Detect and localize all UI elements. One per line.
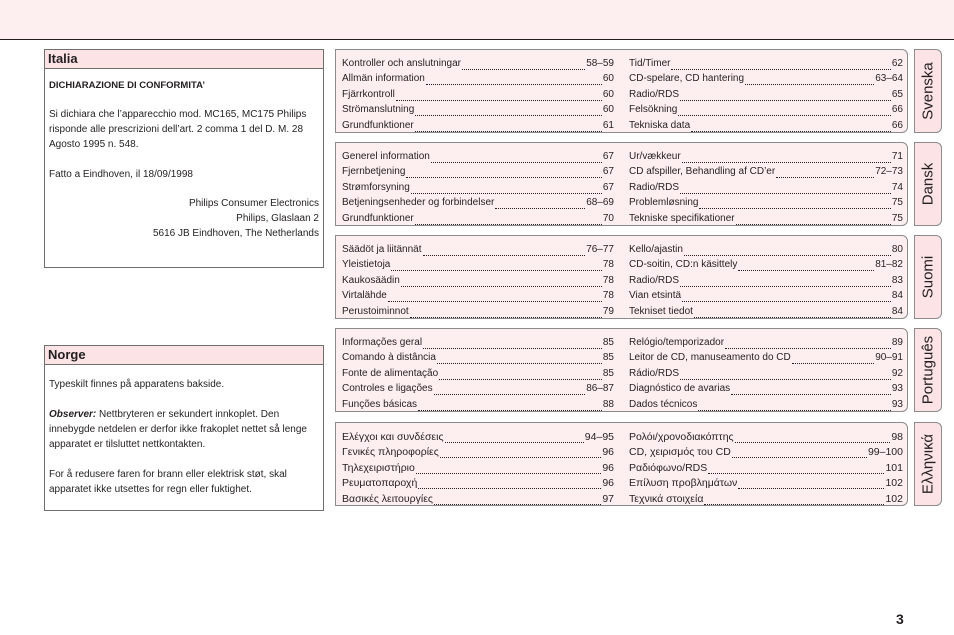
toc-entry[interactable] [629,85,903,101]
toc-block-ελληνικά [335,422,908,506]
toc-leader-dots [698,401,891,411]
norge-warning: For å redusere faren for brann eller elektrisk støt, skal apparatet ikke utsettes for regn eller fuktighet. [49,469,287,495]
toc-block-svenska [335,49,908,133]
toc-entry-page: 78 [602,274,614,286]
toc-entry-page: 92 [891,367,903,379]
italia-box [44,49,324,268]
toc-leader-dots [415,215,602,225]
toc-entry-label: Controles e ligações [342,383,433,394]
toc-leader-dots [671,60,890,70]
toc-entry-page: 85 [602,352,614,363]
toc-entry[interactable] [629,395,903,411]
toc-entry-label: Leitor de CD, manuseamento do CD [629,352,791,363]
toc-entry-label: Kaukosäädin [342,274,400,286]
toc-leader-dots [445,433,584,443]
toc-entry-page: 76–77 [586,243,614,255]
toc-entry-label: Ελέγχοι και συνδέσεις [342,430,444,443]
toc-entry[interactable] [629,70,903,86]
toc-leader-dots [418,401,602,411]
toc-column-left [342,427,614,505]
toc-entry-label: Radio/RDS [629,181,680,193]
toc-column-right [629,333,903,411]
toc-entry-label: Επίλυση προβλημάτων [629,477,738,489]
toc-entry[interactable] [342,101,614,117]
toc-entry-label: Radio/RDS [629,88,680,100]
toc-entry-label: CD-soitin, CD:n käsittely [629,259,738,270]
toc-entry-page: 85 [602,367,614,379]
toc-entry[interactable] [629,240,903,256]
toc-entry-page: 86–87 [586,383,614,394]
toc-entry[interactable] [342,302,614,318]
toc-column-left [342,147,614,225]
toc-entry-label: Grundfunktioner [342,119,414,131]
toc-entry[interactable] [629,54,903,70]
toc-entry[interactable] [629,147,903,163]
toc-entry-page: 75 [891,197,903,208]
toc-leader-dots [434,495,601,505]
toc-column-left [342,333,614,411]
toc-entry-page: 65 [891,88,903,100]
toc-leader-dots [416,464,601,474]
toc-entry-page: 71 [891,150,903,162]
toc-entry-page: 84 [891,305,903,317]
toc-entry-label: Informações geral [342,336,423,348]
toc-entry-page: 78 [602,259,614,270]
toc-entry-page: 81–82 [875,259,903,270]
toc-entry-label: Vian etsintä [629,290,682,301]
toc-entry-label: Strömanslutning [342,104,415,115]
toc-entry[interactable] [629,256,903,272]
toc-entry-label: Dados técnicos [629,398,698,410]
toc-leader-dots [792,354,874,364]
norge-heading: Norge [45,346,323,365]
toc-entry-label: CD-spelare, CD hantering [629,73,745,84]
toc-leader-dots [406,168,602,178]
toc-entry-page: 96 [602,446,614,458]
toc-entry-page: 93 [891,398,903,410]
observer-text: Nettbryteren er sekundert innkoplet. Den innebygde netdelen er derfor ikke frakoplet nettet så lenge apparatet er tilsluttet nettkontakten. [49,409,307,450]
toc-entry-page: 62 [891,57,903,69]
language-tab-label: Dansk [919,162,937,206]
toc-leader-dots [431,153,602,163]
toc-leader-dots [731,385,891,395]
toc-leader-dots [736,215,891,225]
toc-entry[interactable] [342,474,614,490]
toc-entry-page: 93 [891,383,903,394]
italia-address-line: 5616 JB Eindhoven, The Netherlands [152,228,319,239]
toc-column-right [629,240,903,318]
italia-title: DICHIARAZIONE DI CONFORMITA’ [49,80,206,91]
toc-block-dansk [335,142,908,226]
toc-entry[interactable] [342,54,614,70]
toc-entry-label: CD afspiller, Behandling af CD’er [629,166,776,177]
toc-entry[interactable] [629,287,903,303]
toc-leader-dots [704,495,884,505]
toc-entry-page: 60 [602,88,614,100]
toc-entry[interactable] [342,458,614,474]
toc-entry[interactable] [342,70,614,86]
observer-label: Observer: [49,409,97,420]
toc-entry-label: Kontroller och anslutningar [342,57,461,69]
norge-box [44,345,324,511]
toc-entry[interactable] [342,116,614,132]
toc-entry-label: Säädöt ja liitännät [342,243,422,255]
toc-entry-label: Kello/ajastin [629,243,683,255]
page-number: 3 [896,611,904,627]
toc-entry[interactable] [342,489,614,505]
toc-leader-dots [418,479,601,489]
toc-entry[interactable] [629,380,903,396]
toc-entry-label: Betjeningsenheder og forbindelser [342,197,495,208]
toc-entry-page: 75 [891,212,903,224]
toc-entry[interactable] [342,256,614,272]
language-tab-label: Suomi [919,255,937,299]
toc-leader-dots [440,448,602,458]
language-tab-ελληνικά[interactable] [914,422,942,506]
toc-leader-dots [684,246,891,256]
toc-entry-page: 96 [602,477,614,489]
toc-entry[interactable] [342,349,614,365]
toc-entry[interactable] [342,395,614,411]
norge-paragraph: Typeskilt finnes på apparatens bakside. [49,379,225,390]
toc-entry-page: 84 [891,290,903,301]
toc-leader-dots [415,122,602,132]
toc-entry-label: Grundfunktioner [342,212,414,224]
toc-entry-page: 79 [602,305,614,317]
toc-entry-label: Τηλεχειριστήριο [342,461,415,474]
toc-entry-page: 102 [885,477,903,489]
toc-leader-dots [680,277,891,287]
toc-entry[interactable] [629,194,903,210]
toc-entry-page: 98 [891,430,903,443]
language-tab-svenska[interactable] [914,49,942,133]
toc-entry-label: Fonte de alimentação [342,367,439,379]
toc-leader-dots [415,106,602,116]
toc-entry-label: Relógio/temporizador [629,336,725,348]
toc-entry-page: 61 [602,119,614,131]
toc-entry-page: 67 [602,181,614,193]
toc-leader-dots [691,122,891,132]
toc-leader-dots [776,168,874,178]
toc-entry[interactable] [629,474,903,490]
toc-leader-dots [426,75,602,85]
italia-address-line: Philips Consumer Electronics [188,198,319,209]
toc-leader-dots [391,261,602,271]
toc-entry-page: 94–95 [584,430,614,443]
toc-entry-page: 83 [891,274,903,286]
toc-leader-dots [396,91,602,101]
toc-entry[interactable] [629,427,903,443]
toc-entry-label: Virtalähde [342,290,387,301]
toc-entry[interactable] [342,163,614,179]
italia-address-line: Philips, Glaslaan 2 [236,213,319,224]
toc-leader-dots [738,479,884,489]
toc-entry[interactable] [342,333,614,349]
toc-entry-label: Rádio/RDS [629,367,680,379]
toc-entry-label: Tekniske specifikationer [629,212,735,224]
toc-entry-page: 88 [602,398,614,410]
toc-column-right [629,147,903,225]
toc-column-right [629,54,903,132]
toc-leader-dots [680,91,891,101]
toc-entry[interactable] [342,240,614,256]
toc-entry-page: 90–91 [875,352,903,363]
toc-entry-page: 80 [891,243,903,255]
language-tab-suomi[interactable] [914,235,942,319]
toc-entry-label: Tekniska data [629,119,691,131]
toc-entry[interactable] [629,209,903,225]
toc-entry-label: Γενικές πληροφορίες [342,446,439,458]
toc-entry[interactable] [342,194,614,210]
toc-entry[interactable] [342,85,614,101]
toc-entry-page: 63–64 [875,73,903,84]
toc-entry-label: Βασικές λειτουργίες [342,492,433,505]
toc-leader-dots [462,60,585,70]
toc-entry-page: 85 [602,336,614,348]
toc-entry-label: Ραδιόφωνο/RDS [629,461,708,474]
toc-entry-label: Fjärrkontroll [342,88,395,100]
toc-leader-dots [725,339,891,349]
toc-leader-dots [680,370,891,380]
toc-entry[interactable] [342,287,614,303]
toc-leader-dots [437,354,602,364]
toc-block-português [335,328,908,412]
toc-leader-dots [410,308,602,318]
toc-entry[interactable] [342,209,614,225]
toc-leader-dots [401,277,602,287]
toc-leader-dots [423,246,586,256]
toc-leader-dots [694,308,891,318]
toc-entry-page: 58–59 [586,57,614,69]
toc-entry-page: 101 [885,461,903,474]
toc-entry[interactable] [629,101,903,117]
language-tab-dansk[interactable] [914,142,942,226]
toc-entry[interactable] [629,489,903,505]
toc-entry-page: 97 [602,492,614,505]
toc-leader-dots [678,106,891,116]
toc-block-suomi [335,235,908,319]
toc-entry-label: Τεχνικά στοιχεία [629,492,704,505]
toc-leader-dots [495,199,585,209]
toc-entry-page: 102 [885,492,903,505]
norge-observer [49,407,319,452]
toc-entry-label: Perustoiminnot [342,305,409,317]
toc-entry-page: 96 [602,461,614,474]
toc-entry[interactable] [629,271,903,287]
toc-entry-label: Tekniset tiedot [629,305,693,317]
toc-entry[interactable] [629,364,903,380]
toc-leader-dots [423,339,602,349]
toc-column-right [629,427,903,505]
toc-entry[interactable] [629,458,903,474]
toc-entry-page: 66 [891,104,903,115]
toc-entry-label: Radio/RDS [629,274,680,286]
toc-entry-page: 67 [602,166,614,177]
toc-entry-label: Problemløsning [629,197,699,208]
language-tab-label: Svenska [919,62,937,120]
toc-entry-page: 67 [602,150,614,162]
toc-entry-label: Diagnóstico de avarias [629,383,731,394]
toc-entry[interactable] [629,302,903,318]
toc-entry-label: Funções básicas [342,398,418,410]
toc-entry-page: 66 [891,119,903,131]
toc-entry[interactable] [342,364,614,380]
toc-entry[interactable] [342,147,614,163]
toc-entry[interactable] [629,349,903,365]
toc-entry-label: Strømforsyning [342,181,410,193]
toc-entry-page: 60 [602,104,614,115]
toc-entry-page: 72–73 [875,166,903,177]
toc-entry-label: Ur/vækkeur [629,150,681,162]
toc-entry-page: 89 [891,336,903,348]
toc-entry-label: CD, χειρισμός του CD [629,446,731,458]
toc-entry-label: Allmän information [342,73,425,84]
toc-entry-label: Felsökning [629,104,678,115]
toc-leader-dots [735,433,891,443]
toc-entry-label: Fjernbetjening [342,166,406,177]
toc-entry[interactable] [342,443,614,459]
toc-entry-page: 70 [602,212,614,224]
toc-entry-label: Comando à distância [342,352,436,363]
toc-leader-dots [682,153,891,163]
toc-leader-dots [738,261,874,271]
toc-entry-label: Ρολόι/χρονοδιακόπτης [629,430,734,443]
toc-entry-page: 60 [602,73,614,84]
language-tab-label: Português [919,335,937,405]
toc-entry-page: 68–69 [586,197,614,208]
toc-entry-label: Ρευματοπαροχή [342,477,418,489]
toc-leader-dots [411,184,602,194]
italia-heading: Italia [45,50,323,69]
toc-leader-dots [682,292,891,302]
toc-entry[interactable] [342,427,614,443]
toc-leader-dots [388,292,602,302]
toc-leader-dots [439,370,602,380]
toc-entry[interactable] [629,178,903,194]
toc-entry[interactable] [629,163,903,179]
italia-date: Fatto a Eindhoven, il 18/09/1998 [49,169,193,180]
toc-leader-dots [699,199,890,209]
toc-entry-page: 99–100 [867,446,903,458]
toc-entry-label: Generel information [342,150,430,162]
toc-leader-dots [434,385,586,395]
toc-leader-dots [745,75,874,85]
toc-entry[interactable] [342,380,614,396]
italia-paragraph: Si dichiara che l’apparecchio mod. MC165, MC175 Philips risponde alle prescrizioni dell’art. 2 comma 1 del D. M. 28 Agosto 1995 n. 548. [49,109,307,150]
toc-entry[interactable] [342,178,614,194]
toc-entry[interactable] [342,271,614,287]
toc-entry[interactable] [629,333,903,349]
toc-entry[interactable] [629,443,903,459]
toc-entry[interactable] [629,116,903,132]
toc-leader-dots [708,464,884,474]
toc-entry-page: 74 [891,181,903,193]
language-tab-português[interactable] [914,328,942,412]
toc-entry-page: 78 [602,290,614,301]
toc-entry-label: Yleistietoja [342,259,391,270]
toc-column-left [342,54,614,132]
toc-entry-label: Tid/Timer [629,57,671,69]
toc-leader-dots [680,184,891,194]
header-band [0,0,954,40]
toc-column-left [342,240,614,318]
toc-leader-dots [732,448,867,458]
language-tab-label: Ελληνικά [919,433,937,495]
